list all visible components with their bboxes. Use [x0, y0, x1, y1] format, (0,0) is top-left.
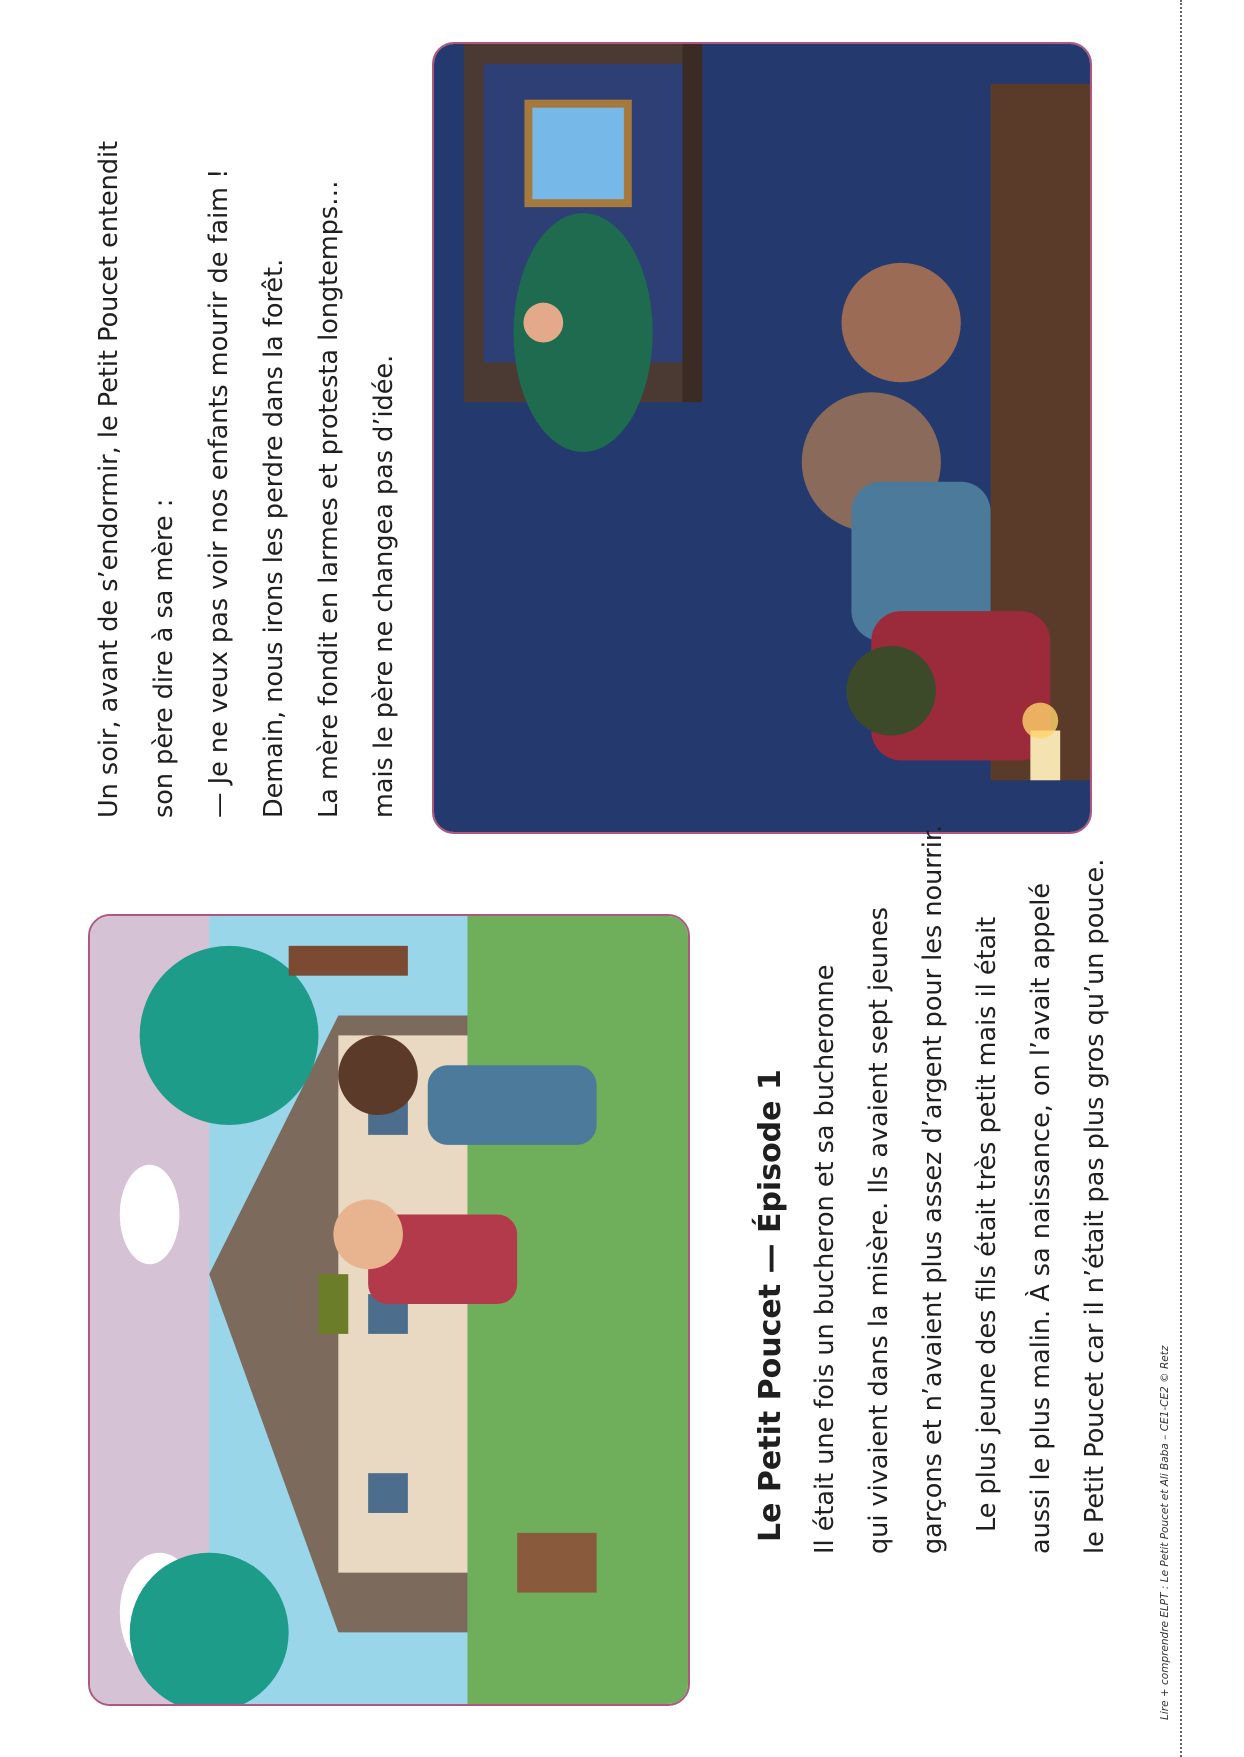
continuation-line-3: — Je ne veux pas voir nos enfants mourir de faim !: [204, 168, 234, 818]
night-illustration: [432, 42, 1092, 834]
episode-line-1: Il était une fois un bucheron et sa bucheronne: [810, 964, 840, 1554]
episode-text-block: [744, 824, 1122, 1554]
episode-line-6: le Petit Poucet car il n’était pas plus gros qu’un pouce.: [1080, 858, 1110, 1554]
continuation-text-block: [82, 141, 412, 818]
episode-line-5: aussi le plus malin. À sa naissance, on l’avait appelé: [1026, 882, 1056, 1554]
episode-line-4: Le plus jeune des fils était très petit mais il était: [972, 916, 1002, 1532]
cut-line: [1180, 0, 1182, 1757]
episode-line-3: garçons et n’avaient plus assez d’argent pour les nourrir.: [918, 824, 948, 1554]
episode-title: Le Petit Poucet — Épisode 1: [753, 1069, 788, 1542]
continuation-line-5: La mère fondit en larmes et protesta longtemps…: [314, 180, 344, 818]
cottage-illustration: [88, 914, 690, 1706]
episode-line-2: qui vivaient dans la misère. Ils avaient sept jeunes: [864, 906, 894, 1554]
continuation-line-4: Demain, nous irons les perdre dans la forêt.: [259, 258, 289, 818]
continuation-line-2: son père dire à sa mère :: [149, 498, 179, 818]
continuation-line-1: Un soir, avant de s’endormir, le Petit Poucet entendit: [94, 140, 124, 818]
copyright-credit: Lire + comprendre ELPT : Le Petit Poucet et Ali Baba – CE1-CE2 © Retz: [1159, 1345, 1171, 1720]
continuation-line-6: mais le père ne changea pas d’idée.: [369, 354, 399, 818]
